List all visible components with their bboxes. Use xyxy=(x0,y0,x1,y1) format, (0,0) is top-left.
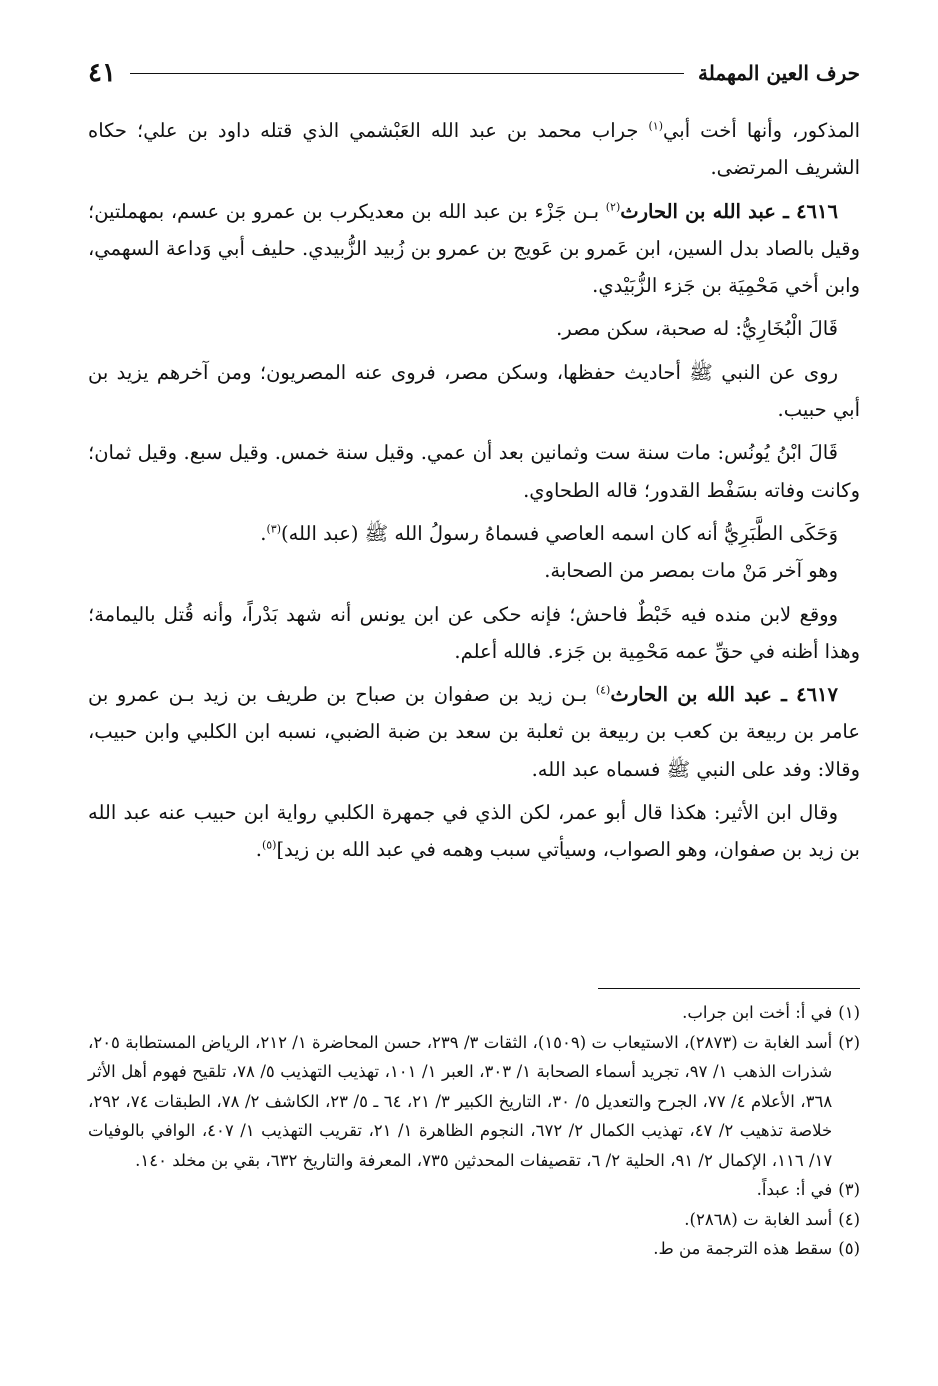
footnote-number: (٢) xyxy=(838,1032,860,1052)
footnote-ref-2: (٢) xyxy=(605,200,621,214)
footnote-3 xyxy=(88,1175,860,1205)
entry-name: ـ عبد الله بن الحارث xyxy=(620,199,797,223)
paragraph-narration: روى عن النبي ﷺ أحاديث حفظها، وسكن مصر، فروى عنه المصريون؛ ومن آخرهم يزيد بن أبي حبيب. xyxy=(88,360,860,422)
paragraph-ibn-athir: وقال ابن الأثير: هكذا قال أبو عمر، لكن الذي في جمهرة الكلبي رواية ابن حبيب عنه عبد الله بن زيد بن صفوان، وهو الصواب، وسيأتي سبب وهمه في عبد الله بن زيد]$^{(٥)}$. xyxy=(88,801,860,862)
footnote-2 xyxy=(88,1028,860,1176)
footnote-ref-4: (٤) xyxy=(595,683,611,697)
footnote-4 xyxy=(88,1205,860,1235)
page-number: ٤١ xyxy=(88,58,116,88)
footnotes xyxy=(88,998,860,1264)
footnote-number: (٣) xyxy=(838,1180,860,1199)
footnote-ref-3: (٣) xyxy=(266,522,281,536)
paragraph-last-companion: وهو آخر مَنْ مات بمصر من الصحابة. xyxy=(544,559,838,583)
paragraph-tabari: وَحَكَى الطَّبَرِيُّ أنه كان اسمه العاصي فسماهُ رسولُ الله ﷺ (عبد الله)$^{(٣)}$. xyxy=(260,521,838,545)
entry-number: ٤٦١٧ xyxy=(796,683,838,707)
footnote-separator xyxy=(598,988,860,989)
paragraph-ibn-yunus: قَالَ ابْنُ يُونُس: مات سنة ست وثمانين بعد أن عمي. وقيل سنة خمس. وقيل سبع. وقيل ثمان؛ وكانت وفاته بسَفْط القدور؛ قاله الطحاوي. xyxy=(88,441,860,502)
main-text xyxy=(88,112,860,875)
footnote-text: في أ: عبداً. xyxy=(756,1180,833,1199)
footnote-number: (٤) xyxy=(838,1209,860,1229)
page-header xyxy=(88,58,860,88)
paragraph-ibn-mandah: ووقع لابن منده فيه خَبْطٌ فاحش؛ فإنه حكى عن ابن يونس أنه شهد بَدْراً، وأنه قُتل باليمامة؛ وهذا أظنه في حقِّ عمه مَحْمِية بن جَزء. فالله أعلم. xyxy=(88,602,860,663)
footnote-ref-1: (١) xyxy=(648,119,664,133)
header-rule xyxy=(130,73,684,74)
entry-4617: ٤٦١٧ ـ عبد الله بن الحارث$^{(٤)}$ بـن زيد بن صفوان بن صباح بن طريف بن زيد بـن عمرو بن عامر بن ربيعة بن كعب بن ربيعة بن ثعلبة بن سعد بن ضبة الضبي، نسبه ابن الكلبي وابن حبيب، وقالا: وفد على النبي ﷺ فسماه عبد الله. xyxy=(88,683,860,781)
paragraph-continuation: المذكور، وأنها أخت أبي$^{(١)}$ جراب محمد بن عبد الله العَبْشمي الذي قتله داود بن علي؛ حكاه الشريف المرتضى. xyxy=(88,119,860,180)
footnote-ref-5: (٥) xyxy=(261,838,277,852)
paragraph-bukhari: قَالَ الْبُخَارِيُّ: له صحبة، سكن مصر. xyxy=(556,317,838,341)
running-title: حرف العين المهملة xyxy=(698,61,860,85)
entry-number: ٤٦١٦ xyxy=(796,199,838,223)
footnote-1 xyxy=(88,998,860,1028)
footnote-text: سقط هذه الترجمة من ط. xyxy=(653,1239,833,1258)
footnote-text: أسد الغابة ت (٢٨٦٨). xyxy=(684,1209,833,1229)
footnote-number: (٥) xyxy=(838,1239,860,1258)
footnote-text: في أ: أخت ابن جراب. xyxy=(682,1003,833,1022)
entry-4616: ٤٦١٦ ـ عبد الله بن الحارث$^{(٢)}$ بـن جَزْء بن عبد الله بن معديكرب بن عمرو بن عسم، بمهملتين؛ وقيل بالصاد بدل السين، ابن عَمرو بن عَويج بن عمرو بن زُبيد الزُّبيدي. حليف أبي وَداعة السهمي، وابن أخي مَحْمِيَة بن جَزء الزُّبَيْدي. xyxy=(88,199,860,298)
footnote-text: أسد الغابة ت (٢٨٧٣)، الاستيعاب ت (١٥٠٩)، الثقات ٣/ ٢٣٩، حسن المحاضرة ١/ ٢١٢، الرياض المستطابة ٢٠٥، شذرات الذهب ١/ ٩٧، تجريد أسماء الصحابة ١/ ٣٠٣، العبر ١/ ١٠١، تهذيب التهذيب ٥/ ٧٨، تلقيح فهوم أهل الأثر ٣٦٨، الأعلام ٤/ ٧٧، الجرح والتعديل ٥/ ٣٠، التاريخ الكبير ٣/ ٢١، ٦٤ ـ ٥/ ٢٣، الكاشف ٢/ ٧٨، الطبقات ٧٤، ٢٩٢، خلاصة تذهيب ٢/ ٤٧، تهذيب الكمال ٢/ ٦٧٢، النجوم الظاهرة ١/ ٢١، تقريب التهذيب ١/ ٤٠٧، الوافي بالوفيات ١٧/ ١١٦، الإكمال ٢/ ٩١، الحلية ٢/ ٦، تقصيفات المحدثين ٧٣٥، المعرفة والتاريخ ٦٣٢، بقي بن مخلد ١٤٠. xyxy=(88,1032,833,1170)
footnote-5 xyxy=(88,1234,860,1264)
footnote-number: (١) xyxy=(838,1003,860,1022)
entry-name: ـ عبد الله بن الحارث xyxy=(610,683,797,707)
